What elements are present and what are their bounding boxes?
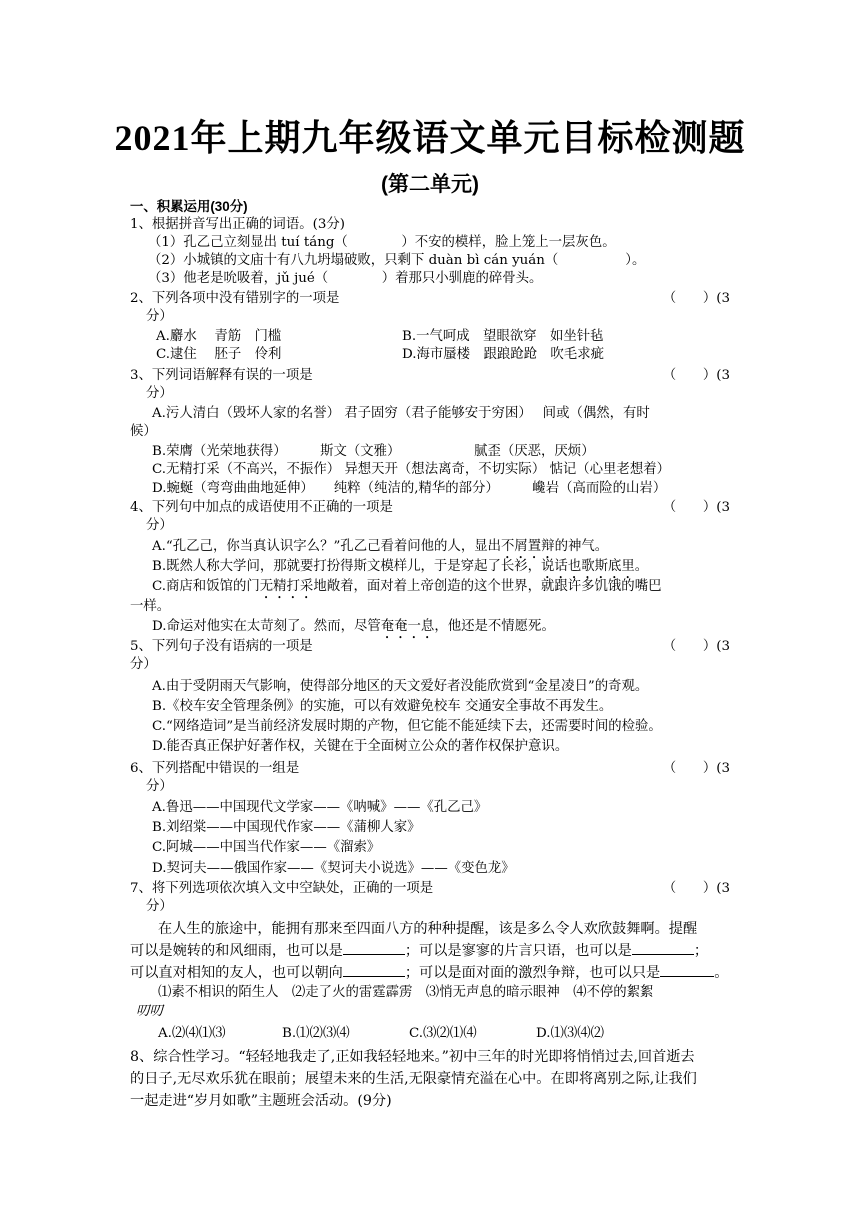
q4-d-text-after: ，他还是不情愿死。 — [434, 619, 555, 634]
q1-stem: 1、根据拼音写出正确的词语。(3分) — [130, 217, 345, 232]
q5-score-tail: 分） — [130, 657, 157, 672]
q4-a-text-after: 的神气。 — [554, 539, 609, 554]
q7-passage-line1: 在人生的旅途中，能拥有那来至四面八方的种种提醒，该是多么令人欢欣鼓舞啊。提醒 — [158, 921, 698, 937]
q7-stem: 7、将下列选项依次填入文中空缺处，正确的一项是 — [130, 881, 434, 896]
q6-option-a: A.鲁迅——中国现代文学家——《呐喊》——《孔乙己》 — [152, 800, 488, 815]
q7-blank-4[interactable] — [660, 964, 714, 977]
q3-option-a-line1: A.污人清白（毁坏人家的名誉） 君子固穷（君子能够安于穷困） 间或（偶然，有时 — [152, 406, 650, 421]
q1-line-1: （1）孔乙己立刻显出 tuí táng（ ）不安的模样，脸上笼上一层灰色。 — [148, 235, 616, 250]
q7-blank-1[interactable] — [343, 942, 405, 955]
q2-option-a: A.麝水 青筋 门槛 — [156, 329, 282, 344]
q2-score-tail: 分） — [146, 309, 173, 324]
q3-stem: 3、下列词语解释有误的一项是 — [130, 368, 313, 383]
q3-option-c: C.无精打采（不高兴，不振作） 异想天开（想法离奇，不切实际） 惦记（心里老想着） — [152, 462, 670, 477]
q3-option-d: D.蜿蜒（弯弯曲曲地延伸） 纯粹（纯洁的,精华的部分） 巉岩（高而险的山岩） — [152, 481, 667, 496]
q7-score-tail: 分） — [146, 899, 173, 914]
q4-c-text-before: C.商店和饭馆的门 — [152, 579, 260, 594]
q7-passage-line2 — [130, 940, 708, 962]
q7-blank-3[interactable] — [343, 964, 405, 977]
q4-option-c — [152, 578, 661, 602]
q8-line1: 8、综合性学习。“轻轻地我走了,正如我轻轻地来。”初中三年的时光即将悄悄过去,回首逝去 — [130, 1049, 695, 1065]
q1-line-2: （2）小城镇的文庙十有八九坍塌破败，只剩下 duàn bì cán yuán（ ）。 — [148, 253, 646, 268]
q3-answer-paren: （ ）(3 — [662, 368, 730, 383]
q4-d-dotted-idiom: 奄奄一息 — [380, 619, 435, 634]
q5-option-a: A.由于受阴雨天气影响，使得部分地区的天文爱好者没能欣赏到“金星凌日”的奇观。 — [152, 679, 649, 694]
q4-b-dotted-idiom: 说话也歌斯底里 — [541, 559, 635, 574]
q7-choices-line2: 叨叨 — [136, 1004, 163, 1019]
page-subtitle: (第二单元) — [381, 173, 479, 196]
q4-option-c-line2: 一样。 — [130, 599, 171, 614]
q4-stem: 4、下列句中加点的成语使用不正确的一项是 — [130, 500, 393, 515]
q4-c-dotted-idiom: 无精打采 — [259, 579, 314, 594]
q5-stem: 5、下列句子没有语病的一项是 — [130, 639, 313, 654]
q5-option-c: C.“网络造词”是当前经济发展时期的产物，但它能不能延续下去，还需要时间的检验。 — [152, 719, 662, 734]
q2-answer-paren: （ ）(3 — [662, 291, 730, 306]
q7-option-c: C.⑶⑵⑴⑷ — [409, 1026, 477, 1041]
q7-option-a: A.⑵⑷⑴⑶ — [158, 1026, 226, 1041]
q7-choices-line1: ⑴素不相识的陌生人 ⑵走了火的雷霆霹雳 ⑶悄无声息的暗示眼神 ⑷不停的絮絮 — [158, 985, 654, 1000]
q4-a-text-before: A.“孔乙己，你当真认识字么？”孔乙己看着问他的人，显出 — [152, 539, 501, 554]
q4-b-text-before: B.既然人称大学问，那就要打扮得斯文模样儿，于是穿起了长衫， — [152, 559, 542, 574]
q8-line2: 的日子,无尽欢乐犹在眼前；展望未来的生活,无限豪情充溢在心中。在即将离别之际,让我们 — [130, 1071, 697, 1087]
q7-passage-line3 — [130, 962, 728, 984]
q7-passage-2a: 可以是婉转的和风细雨，也可以是 — [130, 943, 343, 959]
q2-option-b: B.一气呵成 望眼欲穿 如坐针毡 — [402, 329, 604, 344]
q4-b-text-after: 。 — [634, 559, 649, 574]
q6-option-b: B.刘绍棠——中国现代作家——《蒲柳人家》 — [152, 820, 421, 835]
q3-option-b: B.荣膺（光荣地获得） 斯文（文雅） 腻歪（厌恶，厌烦） — [152, 444, 595, 459]
q7-answer-paren: （ ）(3 — [662, 881, 730, 896]
q2-option-d: D.海市蜃楼 跟踉跄跄 吹毛求疵 — [402, 347, 604, 362]
q2-option-c: C.逮住 胚子 伶利 — [156, 347, 282, 362]
page-title: 2021年上期九年级语文单元目标检测题 — [114, 118, 746, 158]
q6-option-d: D.契诃夫——俄国作家——《契诃夫小说选》——《变色龙》 — [152, 861, 515, 876]
q4-a-dotted-idiom: 不屑置辩 — [501, 539, 555, 554]
q8-line3: 一起走进“岁月如歌”主题班会活动。(9分) — [130, 1093, 392, 1109]
q6-option-c: C.阿城——中国当代作家——《溜索》 — [152, 840, 381, 855]
q3-option-a-line2: 候） — [130, 424, 157, 439]
q1-line-3: （3）他老是吮吸着，jǔ jué（ ）着那只小驯鹿的碎骨头。 — [148, 271, 543, 286]
q7-passage-2c: ； — [693, 943, 709, 959]
q7-passage-2b: ；可以是寥寥的片言只语，也可以是 — [404, 943, 632, 959]
q5-answer-paren: （ ）(3 — [662, 639, 730, 654]
q7-passage-3a: 可以直对相知的友人，也可以朝向 — [130, 965, 343, 981]
q4-c-text-after: 地敞着，面对着上帝创造的这个世界，就跟许多饥饿的嘴巴 — [313, 579, 662, 594]
q6-answer-paren: （ ）(3 — [662, 761, 730, 776]
q4-score-tail: 分） — [146, 518, 173, 533]
q7-passage-3c: 。 — [714, 965, 729, 981]
q7-option-b: B.⑴⑵⑶⑷ — [282, 1026, 350, 1041]
q6-score-tail: 分） — [146, 779, 173, 794]
q4-answer-paren: （ ）(3 — [662, 500, 730, 515]
q7-passage-3b: ；可以是面对面的激烈争辩，也可以只是 — [404, 965, 661, 981]
section-heading: 一、积累运用(30分) — [130, 199, 248, 214]
q2-stem: 2、下列各项中没有错别字的一项是 — [130, 291, 340, 306]
q5-option-d: D.能否真正保护好著作权，关键在于全面树立公众的著作权保护意识。 — [152, 739, 569, 754]
q5-option-b: B.《校车安全管理条例》的实施，可以有效避免校车 交通安全事故不再发生。 — [152, 699, 613, 714]
q7-blank-2[interactable] — [632, 942, 694, 955]
q7-option-d: D.⑴⑶⑷⑵ — [536, 1026, 605, 1041]
q4-d-text-before: D.命运对他实在太苛刻了。然而，尽管 — [152, 619, 381, 634]
q6-stem: 6、下列搭配中错误的一组是 — [130, 761, 300, 776]
q3-score-tail: 分） — [146, 386, 173, 401]
